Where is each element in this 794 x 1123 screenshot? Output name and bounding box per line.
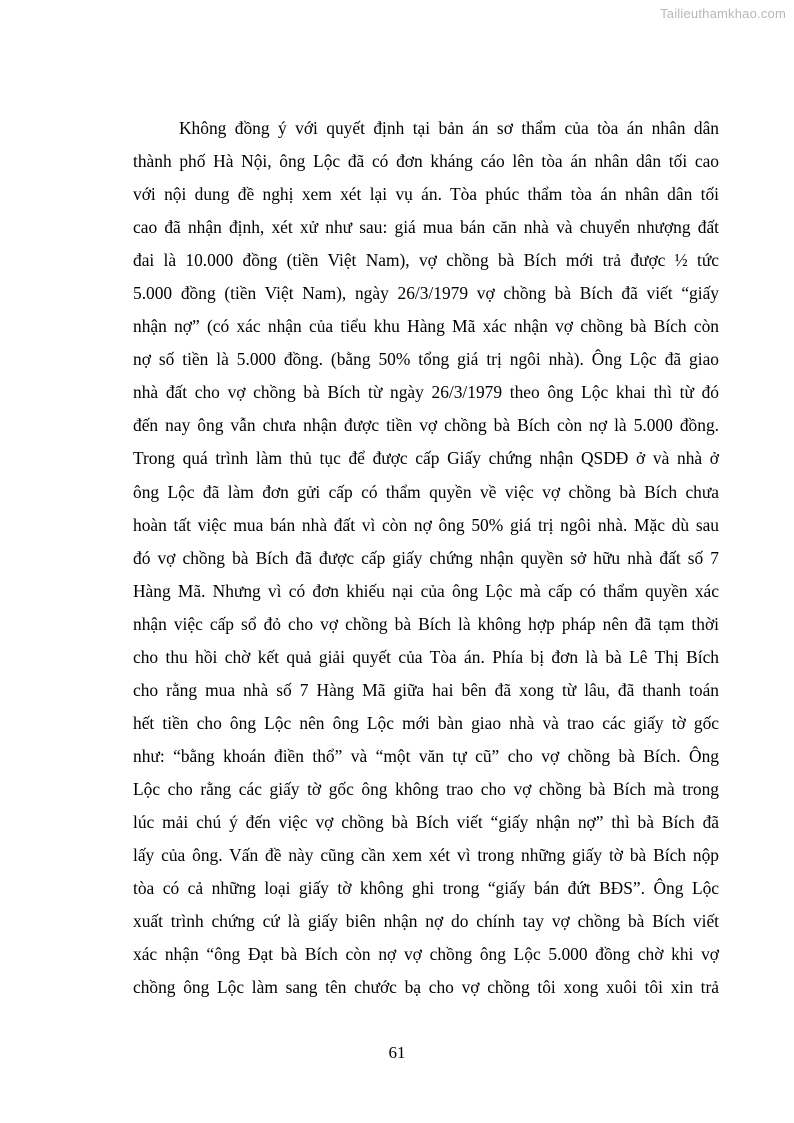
paragraph-line: lúc mải chú ý đến việc vợ chồng bà Bích viết “giấy nhận nợ” thì bà Bích đã (133, 811, 719, 832)
paragraph-line: Lộc cho rằng các giấy tờ gốc ông không trao cho vợ chồng bà Bích mà trong (133, 778, 719, 799)
paragraph-line: Trong quá trình làm thủ tục để được cấp Giấy chứng nhận QSDĐ ở và nhà ở (133, 448, 719, 469)
paragraph-line: tòa có cả những loại giấy tờ không ghi trong “giấy bán đứt BĐS”. Ông Lộc (133, 878, 719, 899)
paragraph-line: nhà đất cho vợ chồng bà Bích từ ngày 26/3/1979 theo ông Lộc khai thì từ đó (133, 382, 719, 403)
page-number: 61 (388, 1043, 406, 1062)
watermark-text: Tailieuthamkhao.com (660, 6, 786, 21)
paragraph-line: 5.000 đồng (tiền Việt Nam), ngày 26/3/1979 vợ chồng bà Bích đã viết “giấy (133, 283, 719, 304)
paragraph-line: như: “bằng khoán điền thổ” và “một văn tự cũ” cho vợ chồng bà Bích. Ông (133, 745, 719, 766)
paragraph-line: cho rằng mua nhà số 7 Hàng Mã giữa hai bên đã xong từ lâu, đã thanh toán (133, 679, 719, 700)
paragraph-line: hoàn tất việc mua bán nhà đất vì còn nợ ông 50% giá trị ngôi nhà. Mặc dù sau (133, 514, 719, 535)
paragraph-line: Không đồng ý với quyết định tại bản án sơ thẩm của tòa án nhân dân (179, 118, 719, 138)
paragraph-line: đến nay ông vẫn chưa nhận được tiền vợ chồng bà Bích còn nợ là 5.000 đồng. (133, 415, 719, 436)
body-paragraph (133, 112, 719, 1004)
paragraph-line: Hàng Mã. Nhưng vì có đơn khiếu nại của ông Lộc mà cấp có thẩm quyền xác (133, 580, 719, 601)
paragraph-line: đai là 10.000 đồng (tiền Việt Nam), vợ chồng bà Bích mới trả được ½ tức (133, 250, 719, 271)
paragraph-line: thành phố Hà Nội, ông Lộc đã có đơn kháng cáo lên tòa án nhân dân tối cao (133, 151, 719, 172)
paragraph-line: xác nhận “ông Đạt bà Bích còn nợ vợ chồng ông Lộc 5.000 đồng chờ khi vợ (133, 944, 719, 965)
paragraph-line: đó vợ chồng bà Bích đã được cấp giấy chứng nhận quyền sở hữu nhà đất số 7 (133, 547, 719, 568)
paragraph-line: chồng ông Lộc làm sang tên chước bạ cho vợ chồng tôi xong xuôi tôi xin trả (133, 977, 719, 998)
paragraph-line: nhận việc cấp sổ đỏ cho vợ chồng bà Bích là không hợp pháp nên đã tạm thời (133, 613, 719, 634)
paragraph-line: lấy của ông. Vấn đề này cũng cần xem xét vì trong những giấy tờ bà Bích nộp (133, 845, 719, 866)
paragraph-line: nợ số tiền là 5.000 đồng. (bằng 50% tổng giá trị ngôi nhà). Ông Lộc đã giao (133, 349, 719, 370)
paragraph-line: xuất trình chứng cứ là giấy biên nhận nợ do chính tay vợ chồng bà Bích viết (133, 911, 719, 932)
paragraph-line: với nội dung đề nghị xem xét lại vụ án. Tòa phúc thẩm tòa án nhân dân tối (133, 184, 719, 205)
paragraph-line: cho thu hồi chờ kết quả giải quyết của Tòa án. Phía bị đơn là bà Lê Thị Bích (133, 646, 719, 667)
paragraph-line: hết tiền cho ông Lộc nên ông Lộc mới bàn giao nhà và trao các giấy tờ gốc (133, 712, 719, 733)
paragraph-line: ông Lộc đã làm đơn gửi cấp có thẩm quyền về việc vợ chồng bà Bích chưa (133, 481, 719, 502)
paragraph-line: nhận nợ” (có xác nhận của tiểu khu Hàng Mã xác nhận vợ chồng bà Bích còn (133, 316, 719, 337)
paragraph-line: cao đã nhận định, xét xử như sau: giá mua bán căn nhà và chuyển nhượng đất (133, 217, 719, 238)
